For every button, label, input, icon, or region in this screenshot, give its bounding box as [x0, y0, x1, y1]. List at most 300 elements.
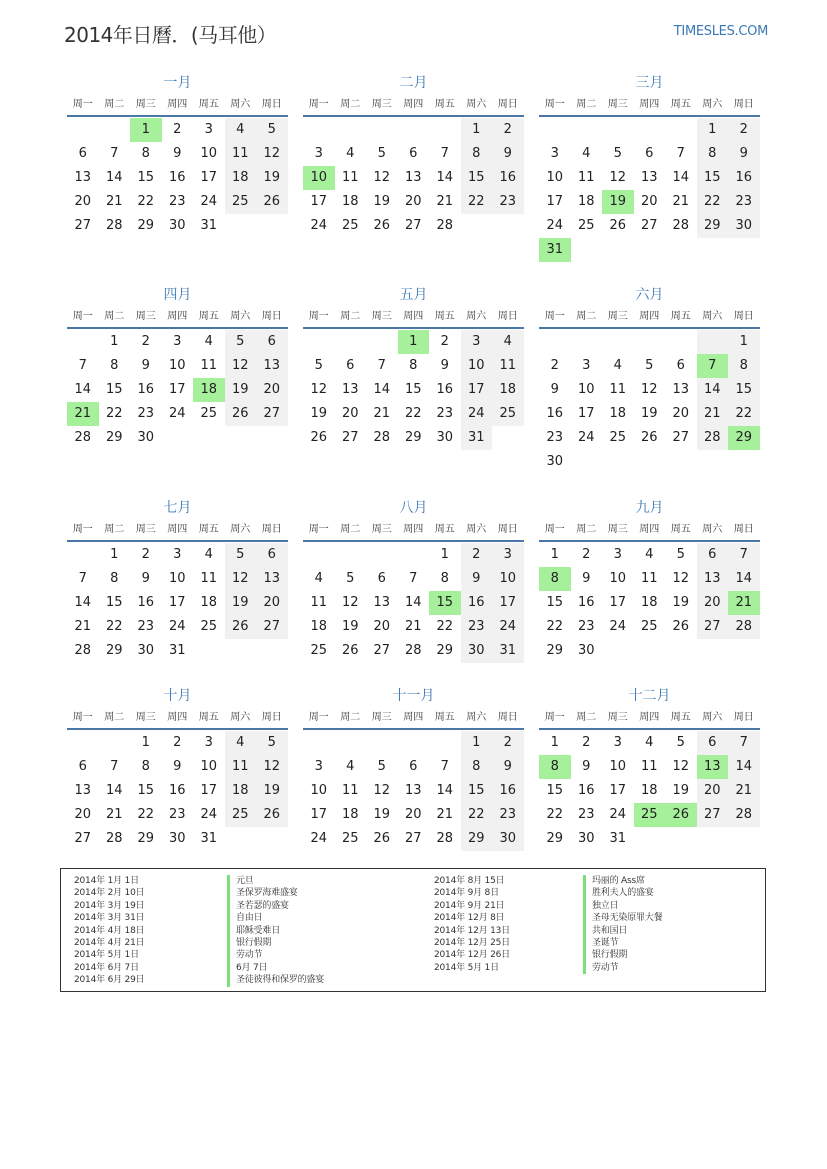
weekday-label: 周四: [639, 311, 660, 322]
day-cell: 4: [346, 146, 355, 161]
day-cell: 15: [137, 783, 155, 798]
weekday-label: 周日: [497, 311, 518, 322]
day-cell: 1: [550, 735, 559, 750]
legend-dates-col1: [74, 875, 144, 987]
day-cell: 23: [728, 190, 760, 214]
day-cell: 8: [697, 142, 729, 166]
day-cell: 12: [640, 382, 658, 397]
day-cell: 23: [577, 619, 595, 634]
day-cell: 14: [728, 755, 760, 779]
weekday-label: 周六: [702, 712, 723, 723]
day-cell: 1: [697, 118, 729, 142]
weekday-label: 周四: [403, 99, 424, 110]
holiday-day-cell: 13: [697, 755, 729, 779]
day-cell: 2: [141, 334, 150, 349]
day-cell: 27: [341, 430, 359, 445]
legend-date: 2014年 6月 7日: [74, 962, 139, 973]
day-cell: 15: [461, 779, 493, 803]
day-cell: 12: [256, 755, 288, 779]
day-cell: 30: [728, 214, 760, 238]
day-cell: 3: [461, 330, 493, 354]
day-cell: 2: [173, 122, 182, 137]
day-cell: 29: [404, 430, 422, 445]
day-cell: 24: [168, 406, 186, 421]
day-cell: 28: [373, 430, 391, 445]
day-cell: 8: [110, 358, 119, 373]
day-cell: 16: [137, 382, 155, 397]
day-cell: 18: [225, 166, 257, 190]
day-cell: 6: [256, 543, 288, 567]
month-name: 十一月: [392, 688, 435, 704]
weekday-label: 周二: [340, 99, 361, 110]
day-cell: 9: [461, 567, 493, 591]
day-cell: 25: [492, 402, 524, 426]
day-cell: 21: [697, 402, 729, 426]
weekday-label: 周一: [308, 99, 329, 110]
day-cell: 15: [461, 166, 493, 190]
weekday-label: 周四: [403, 311, 424, 322]
weekday-label: 周六: [466, 311, 487, 322]
day-cell: 10: [577, 382, 595, 397]
day-cell: 17: [577, 406, 595, 421]
weekday-label: 周日: [497, 524, 518, 535]
holiday-day-cell: 1: [130, 118, 162, 142]
day-cell: 25: [225, 190, 257, 214]
weekday-header: [303, 708, 524, 730]
day-cell: 21: [404, 619, 422, 634]
day-cell: 19: [672, 595, 690, 610]
day-cell: 3: [204, 735, 213, 750]
day-cell: 28: [74, 643, 92, 658]
weekday-label: 周日: [497, 712, 518, 723]
day-cell: 29: [105, 643, 123, 658]
day-cell: 9: [141, 571, 150, 586]
day-cell: 18: [640, 595, 658, 610]
legend-date: 2014年 9月 21日: [434, 900, 505, 911]
day-cell: 25: [640, 619, 658, 634]
day-cell: 19: [672, 783, 690, 798]
weekday-label: 周二: [576, 311, 597, 322]
day-cell: 15: [546, 783, 564, 798]
weekday-label: 周六: [230, 99, 251, 110]
empty-day-cell: [303, 543, 335, 567]
month-block: [67, 73, 288, 238]
month-block: [67, 498, 288, 663]
day-cell: 10: [200, 759, 218, 774]
day-cell: 28: [74, 430, 92, 445]
empty-day-cell: [602, 118, 634, 142]
day-cell: 20: [697, 591, 729, 615]
day-cell: 22: [105, 619, 123, 634]
day-cell: 22: [137, 194, 155, 209]
day-cell: 14: [728, 567, 760, 591]
weekday-label: 周二: [340, 712, 361, 723]
day-cell: 5: [225, 330, 257, 354]
day-cell: 24: [310, 218, 328, 233]
weekday-label: 周五: [198, 712, 219, 723]
holiday-day-cell: 31: [539, 238, 571, 262]
day-cell: 22: [436, 619, 454, 634]
holiday-day-cell: 26: [665, 803, 697, 827]
weekday-label: 周二: [104, 712, 125, 723]
day-cell: 16: [546, 406, 564, 421]
day-cell: 27: [697, 803, 729, 827]
legend-holiday-name: 6月 7日: [227, 962, 324, 974]
day-cell: 28: [436, 218, 454, 233]
day-cell: 17: [168, 382, 186, 397]
empty-day-cell: [665, 118, 697, 142]
day-cell: 30: [546, 454, 564, 469]
weekday-label: 周三: [135, 311, 156, 322]
day-cell: 4: [492, 330, 524, 354]
weekday-label: 周日: [261, 99, 282, 110]
day-cell: 27: [404, 831, 422, 846]
day-cell: 18: [492, 378, 524, 402]
weekday-label: 周六: [230, 524, 251, 535]
day-cell: 24: [461, 402, 493, 426]
day-cell: 1: [141, 735, 150, 750]
day-cell: 6: [697, 543, 729, 567]
day-cell: 28: [728, 803, 760, 827]
day-cell: 22: [546, 807, 564, 822]
day-cell: 25: [577, 218, 595, 233]
day-cell: 13: [640, 170, 658, 185]
day-cell: 27: [74, 831, 92, 846]
weekday-label: 周六: [702, 524, 723, 535]
day-cell: 7: [440, 146, 449, 161]
legend-dates-col2: [434, 875, 510, 974]
day-cell: 3: [204, 122, 213, 137]
day-cell: 26: [341, 643, 359, 658]
legend-date: 2014年 5月 1日: [74, 950, 139, 961]
day-cell: 10: [609, 759, 627, 774]
legend-date: 2014年 12月 13日: [434, 925, 510, 936]
legend-names-col2: [583, 875, 662, 974]
day-cell: 14: [697, 378, 729, 402]
day-cell: 26: [225, 615, 257, 639]
day-cell: 28: [728, 615, 760, 639]
day-cell: 19: [373, 807, 391, 822]
day-cell: 28: [404, 643, 422, 658]
weekday-label: 周五: [434, 524, 455, 535]
weekday-label: 周二: [104, 99, 125, 110]
weekday-header: [67, 307, 288, 329]
empty-day-cell: [366, 731, 398, 755]
month-block: [539, 686, 760, 851]
day-cell: 18: [577, 194, 595, 209]
day-cell: 26: [225, 402, 257, 426]
day-cell: 6: [377, 571, 386, 586]
day-cell: 6: [676, 358, 685, 373]
legend-date: 2014年 8月 15日: [434, 876, 505, 886]
empty-day-cell: [398, 543, 430, 567]
weekday-label: 周日: [733, 712, 754, 723]
day-cell: 19: [341, 619, 359, 634]
day-cell: 17: [310, 807, 328, 822]
empty-day-cell: [571, 330, 603, 354]
day-cell: 31: [461, 426, 493, 450]
day-cell: 20: [672, 406, 690, 421]
day-cell: 21: [74, 619, 92, 634]
empty-day-cell: [335, 543, 367, 567]
empty-day-cell: [366, 118, 398, 142]
day-cell: 18: [341, 194, 359, 209]
day-cell: 2: [173, 735, 182, 750]
weekday-label: 周日: [261, 712, 282, 723]
day-cell: 3: [173, 547, 182, 562]
weekday-label: 周五: [434, 99, 455, 110]
weekday-label: 周五: [670, 524, 691, 535]
day-cell: 10: [609, 571, 627, 586]
day-cell: 13: [672, 382, 690, 397]
day-cell: 17: [310, 194, 328, 209]
day-cell: 28: [672, 218, 690, 233]
legend-holiday-name: 共和国日: [583, 925, 662, 937]
weekday-label: 周四: [167, 524, 188, 535]
day-grid: [67, 731, 288, 851]
day-cell: 3: [550, 146, 559, 161]
day-cell: 26: [310, 430, 328, 445]
day-cell: 24: [168, 619, 186, 634]
day-cell: 10: [461, 354, 493, 378]
day-cell: 26: [609, 218, 627, 233]
weekday-label: 周二: [340, 311, 361, 322]
month-block: [67, 686, 288, 851]
day-cell: 22: [461, 803, 493, 827]
weekday-label: 周六: [466, 99, 487, 110]
brand-logo[interactable]: TIMESLES.COM: [673, 24, 768, 39]
day-cell: 28: [436, 831, 454, 846]
holiday-day-cell: 21: [67, 402, 99, 426]
day-cell: 25: [310, 643, 328, 658]
weekday-label: 周一: [544, 99, 565, 110]
legend-holiday-name: 耶稣受难日: [227, 925, 324, 937]
day-cell: 9: [582, 571, 591, 586]
weekday-label: 周一: [72, 99, 93, 110]
day-cell: 23: [577, 807, 595, 822]
day-cell: 13: [404, 783, 422, 798]
day-cell: 22: [728, 402, 760, 426]
month-name: 二月: [399, 75, 428, 91]
day-cell: 4: [645, 547, 654, 562]
holiday-day-cell: 10: [303, 166, 335, 190]
weekday-label: 周三: [135, 99, 156, 110]
day-cell: 8: [461, 755, 493, 779]
day-cell: 30: [436, 430, 454, 445]
day-cell: 16: [137, 595, 155, 610]
day-cell: 14: [404, 595, 422, 610]
legend-date: 2014年 4月 21日: [74, 937, 145, 948]
weekday-label: 周一: [72, 524, 93, 535]
day-cell: 8: [141, 146, 150, 161]
day-cell: 14: [74, 382, 92, 397]
empty-day-cell: [366, 543, 398, 567]
day-cell: 2: [550, 358, 559, 373]
empty-day-cell: [429, 118, 461, 142]
day-cell: 5: [645, 358, 654, 373]
day-cell: 9: [173, 146, 182, 161]
day-cell: 6: [697, 731, 729, 755]
legend-holiday-name: 银行假期: [583, 949, 662, 961]
day-cell: 24: [577, 430, 595, 445]
day-cell: 4: [204, 334, 213, 349]
day-cell: 4: [582, 146, 591, 161]
empty-day-cell: [303, 330, 335, 354]
weekday-label: 周一: [72, 311, 93, 322]
day-cell: 1: [461, 118, 493, 142]
day-cell: 4: [314, 571, 323, 586]
holiday-day-cell: 1: [398, 330, 430, 354]
day-cell: 15: [105, 595, 123, 610]
day-cell: 23: [137, 406, 155, 421]
day-cell: 13: [697, 567, 729, 591]
legend-names-col1: [227, 875, 324, 987]
day-cell: 19: [256, 779, 288, 803]
weekday-label: 周五: [434, 311, 455, 322]
day-cell: 13: [341, 382, 359, 397]
day-cell: 22: [697, 190, 729, 214]
day-cell: 19: [310, 406, 328, 421]
month-name: 四月: [163, 287, 192, 303]
day-cell: 28: [697, 426, 729, 450]
day-grid: [303, 543, 524, 663]
day-cell: 11: [609, 382, 627, 397]
day-cell: 12: [341, 595, 359, 610]
legend-date: 2014年 4月 18日: [74, 925, 145, 936]
day-cell: 30: [168, 831, 186, 846]
day-cell: 26: [373, 218, 391, 233]
day-cell: 17: [609, 783, 627, 798]
day-cell: 10: [168, 358, 186, 373]
day-cell: 29: [546, 643, 564, 658]
weekday-label: 周三: [371, 99, 392, 110]
weekday-label: 周六: [466, 712, 487, 723]
day-cell: 16: [492, 779, 524, 803]
day-cell: 10: [310, 783, 328, 798]
day-grid: [539, 330, 760, 474]
holiday-day-cell: 29: [728, 426, 760, 450]
day-cell: 1: [110, 547, 119, 562]
day-cell: 3: [314, 759, 323, 774]
legend-holiday-name: 胜利夫人的盛宴: [583, 887, 662, 899]
day-cell: 20: [74, 194, 92, 209]
day-cell: 24: [609, 807, 627, 822]
weekday-label: 周五: [198, 99, 219, 110]
day-cell: 18: [225, 779, 257, 803]
legend-date: 2014年 9月 8日: [434, 888, 499, 899]
day-cell: 21: [436, 807, 454, 822]
empty-day-cell: [303, 731, 335, 755]
day-cell: 24: [310, 831, 328, 846]
day-cell: 22: [105, 406, 123, 421]
day-cell: 28: [105, 831, 123, 846]
day-cell: 29: [546, 831, 564, 846]
weekday-label: 周三: [371, 524, 392, 535]
day-cell: 24: [609, 619, 627, 634]
day-grid: [67, 543, 288, 663]
day-grid: [67, 118, 288, 238]
day-cell: 31: [200, 831, 218, 846]
weekday-label: 周一: [72, 712, 93, 723]
day-cell: 14: [672, 170, 690, 185]
day-cell: 3: [613, 547, 622, 562]
weekday-label: 周日: [261, 524, 282, 535]
day-cell: 20: [404, 807, 422, 822]
day-cell: 9: [728, 142, 760, 166]
day-cell: 13: [74, 170, 92, 185]
day-cell: 27: [672, 430, 690, 445]
day-cell: 2: [141, 547, 150, 562]
day-cell: 4: [204, 547, 213, 562]
day-cell: 27: [373, 643, 391, 658]
holiday-legend: [60, 868, 766, 992]
day-cell: 18: [200, 595, 218, 610]
day-cell: 31: [168, 643, 186, 658]
empty-day-cell: [634, 118, 666, 142]
day-cell: 4: [346, 759, 355, 774]
empty-day-cell: [429, 731, 461, 755]
day-cell: 7: [110, 146, 119, 161]
day-cell: 12: [672, 759, 690, 774]
day-cell: 5: [377, 146, 386, 161]
day-cell: 2: [582, 735, 591, 750]
empty-day-cell: [335, 731, 367, 755]
day-cell: 3: [314, 146, 323, 161]
month-block: [539, 73, 760, 262]
day-cell: 10: [168, 571, 186, 586]
day-cell: 9: [492, 142, 524, 166]
weekday-label: 周四: [167, 311, 188, 322]
day-cell: 9: [492, 755, 524, 779]
holiday-day-cell: 8: [539, 567, 571, 591]
weekday-label: 周三: [371, 712, 392, 723]
day-cell: 29: [105, 430, 123, 445]
day-cell: 6: [409, 759, 418, 774]
month-block: [303, 686, 524, 851]
weekday-header: [303, 307, 524, 329]
day-cell: 10: [492, 567, 524, 591]
empty-day-cell: [67, 731, 99, 755]
day-grid: [539, 543, 760, 663]
day-cell: 6: [645, 146, 654, 161]
day-cell: 30: [461, 639, 493, 663]
day-grid: [539, 731, 760, 851]
day-cell: 15: [404, 382, 422, 397]
day-cell: 7: [110, 759, 119, 774]
day-cell: 2: [461, 543, 493, 567]
legend-holiday-name: 圣若瑟的盛宴: [227, 900, 324, 912]
day-cell: 7: [728, 731, 760, 755]
day-cell: 11: [341, 783, 359, 798]
empty-day-cell: [665, 330, 697, 354]
day-cell: 29: [697, 214, 729, 238]
month-block: [539, 285, 760, 474]
day-cell: 23: [137, 619, 155, 634]
weekday-label: 周三: [135, 712, 156, 723]
weekday-header: [539, 708, 760, 730]
day-cell: 25: [200, 406, 218, 421]
legend-date: 2014年 1月 1日: [74, 876, 139, 886]
day-cell: 17: [546, 194, 564, 209]
weekday-label: 周日: [497, 99, 518, 110]
day-cell: 16: [168, 783, 186, 798]
day-cell: 1: [440, 547, 449, 562]
day-cell: 14: [74, 595, 92, 610]
empty-day-cell: [67, 543, 99, 567]
month-block: [303, 285, 524, 450]
month-block: [303, 498, 524, 663]
holiday-day-cell: 21: [728, 591, 760, 615]
